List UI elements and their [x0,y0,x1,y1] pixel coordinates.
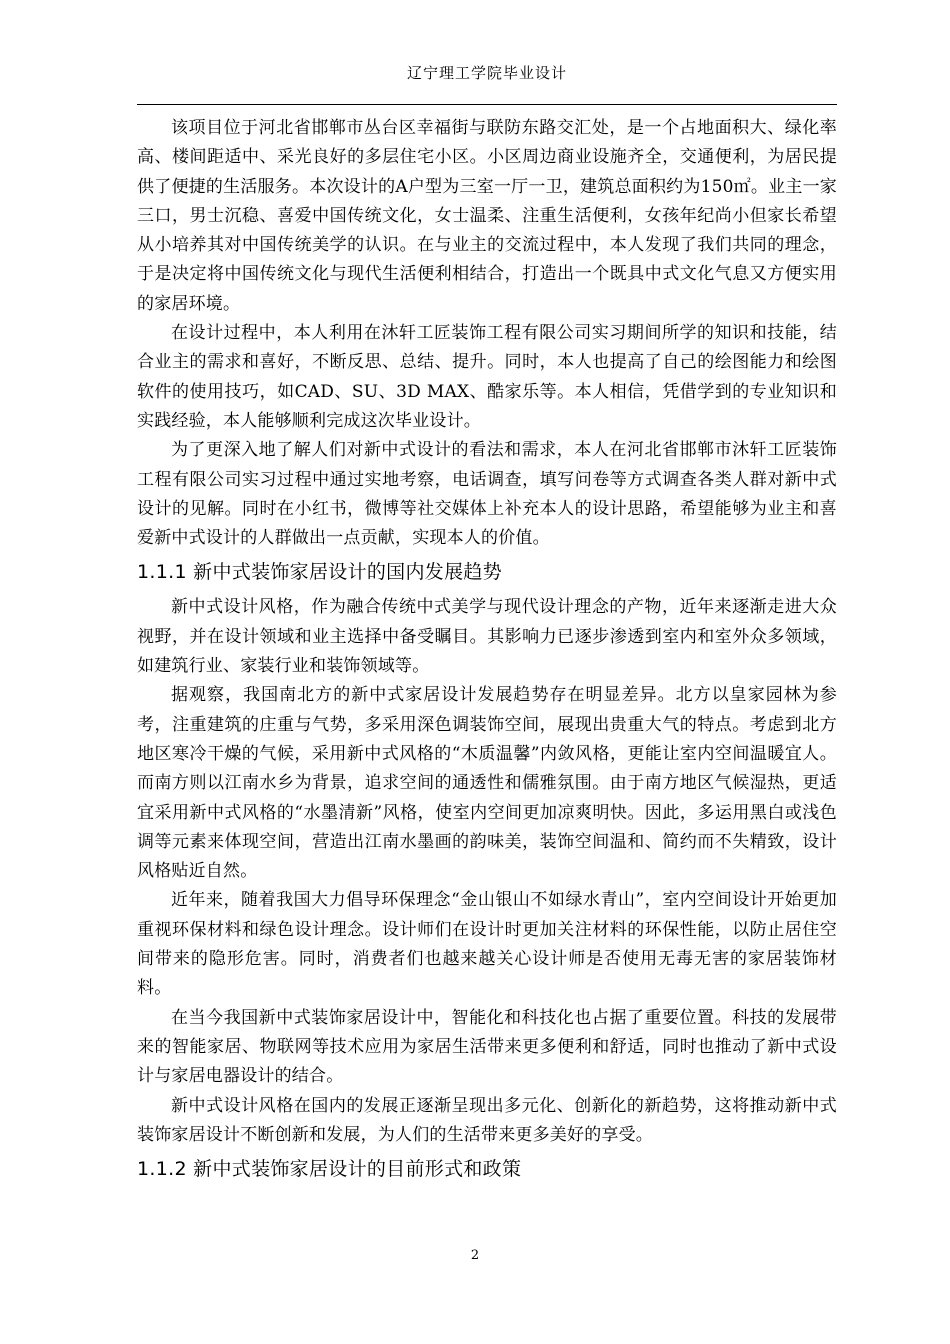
section-1-1-1-paragraph-1: 新中式设计风格，作为融合传统中式美学与现代设计理念的产物，近年来逐渐走进大众视野，并在设计领域和业主选择中备受瞩目。其影响力已逐步渗透到室内和室外众多领域，如建筑行业、家装行业和装饰领域等。 [137,597,837,677]
document-body [137,114,837,1188]
header-divider [137,104,837,105]
section-1-1-1-paragraph-5: 新中式设计风格在国内的发展正逐渐呈现出多元化、创新化的新趋势，这将推动新中式装饰家居设计不断创新和发展，为人们的生活带来更多美好的享受。 [137,1095,837,1145]
page-header-title: 辽宁理工学院毕业设计 [406,64,567,82]
section-heading-1-1-2: 1.1.2 新中式装饰家居设计的目前形式和政策 [137,1158,522,1181]
section-1-1-1-paragraph-4: 在当今我国新中式装饰家居设计中，智能化和科技化也占据了重要位置。科技的发展带来的智能家居、物联网等技术应用为家居生活带来更多便利和舒适，同时也推动了新中式设计与家居电器设计的结合。 [137,1007,837,1087]
section-1-1-1-paragraph-2: 据观察，我国南北方的新中式家居设计发展趋势存在明显差异。北方以皇家园林为参考，注重建筑的庄重与气势，多采用深色调装饰空间，展现出贵重大气的特点。考虑到北方地区寒冷干燥的气候，采用新中式风格的“木质温馨”内敛风格，更能让室内空间温暖宜人。而南方则以江南水乡为背景，追求空间的通透性和儒雅氛围。由于南方地区气候湿热，更适宜采用新中式风格的“水墨清新”风格，使室内空间更加凉爽明快。因此，多运用黑白或浅色调等元素来体现空间，营造出江南水墨画的韵味美，装饰空间温和、简约而不失精致，设计风格贴近自然。 [137,685,837,882]
section-heading-1-1-1: 1.1.1 新中式装饰家居设计的国内发展趋势 [137,561,502,584]
intro-paragraph-2: 在设计过程中，本人利用在沐轩工匠装饰工程有限公司实习期间所学的知识和技能，结合业主的需求和喜好，不断反思、总结、提升。同时，本人也提高了自己的绘图能力和绘图软件的使用技巧，如CAD、SU、3D MAX、酷家乐等。本人相信，凭借学到的专业知识和实践经验，本人能够顺利完成这次毕业设计。 [137,323,837,431]
intro-paragraph-3: 为了更深入地了解人们对新中式设计的看法和需求，本人在河北省邯郸市沐轩工匠装饰工程有限公司实习过程中通过实地考察，电话调查，填写问卷等方式调查各类人群对新中式设计的见解。同时在小红书，微博等社交媒体上补充本人的设计思路，希望能够为业主和喜爱新中式设计的人群做出一点贡献，实现本人的价值。 [137,440,837,549]
page-number: 2 [470,1248,480,1263]
intro-paragraph-1: 该项目位于河北省邯郸市丛台区幸福街与联防东路交汇处，是一个占地面积大、绿化率高、楼间距适中、采光良好的多层住宅小区。小区周边商业设施齐全，交通便利，为居民提供了便捷的生活服务。本次设计的A户型为三室一厅一卫，建筑总面积约为150㎡。业主一家三口，男士沉稳、喜爱中国传统文化，女士温柔、注重生活便利，女孩年纪尚小但家长希望从小培养其对中国传统美学的认识。在与业主的交流过程中，本人发现了我们共同的理念，于是决定将中国传统文化与现代生活便利相结合，打造出一个既具中式文化气息又方便实用的家居环境。 [137,118,837,314]
section-1-1-1-paragraph-3: 近年来，随着我国大力倡导环保理念“金山银山不如绿水青山”，室内空间设计开始更加重视环保材料和绿色设计理念。设计师们在设计时更加关注材料的环保性能，以防止居住空间带来的隐形危害。同时，消费者们也越来越关心设计师是否使用无毒无害的家居装饰材料。 [137,890,837,999]
